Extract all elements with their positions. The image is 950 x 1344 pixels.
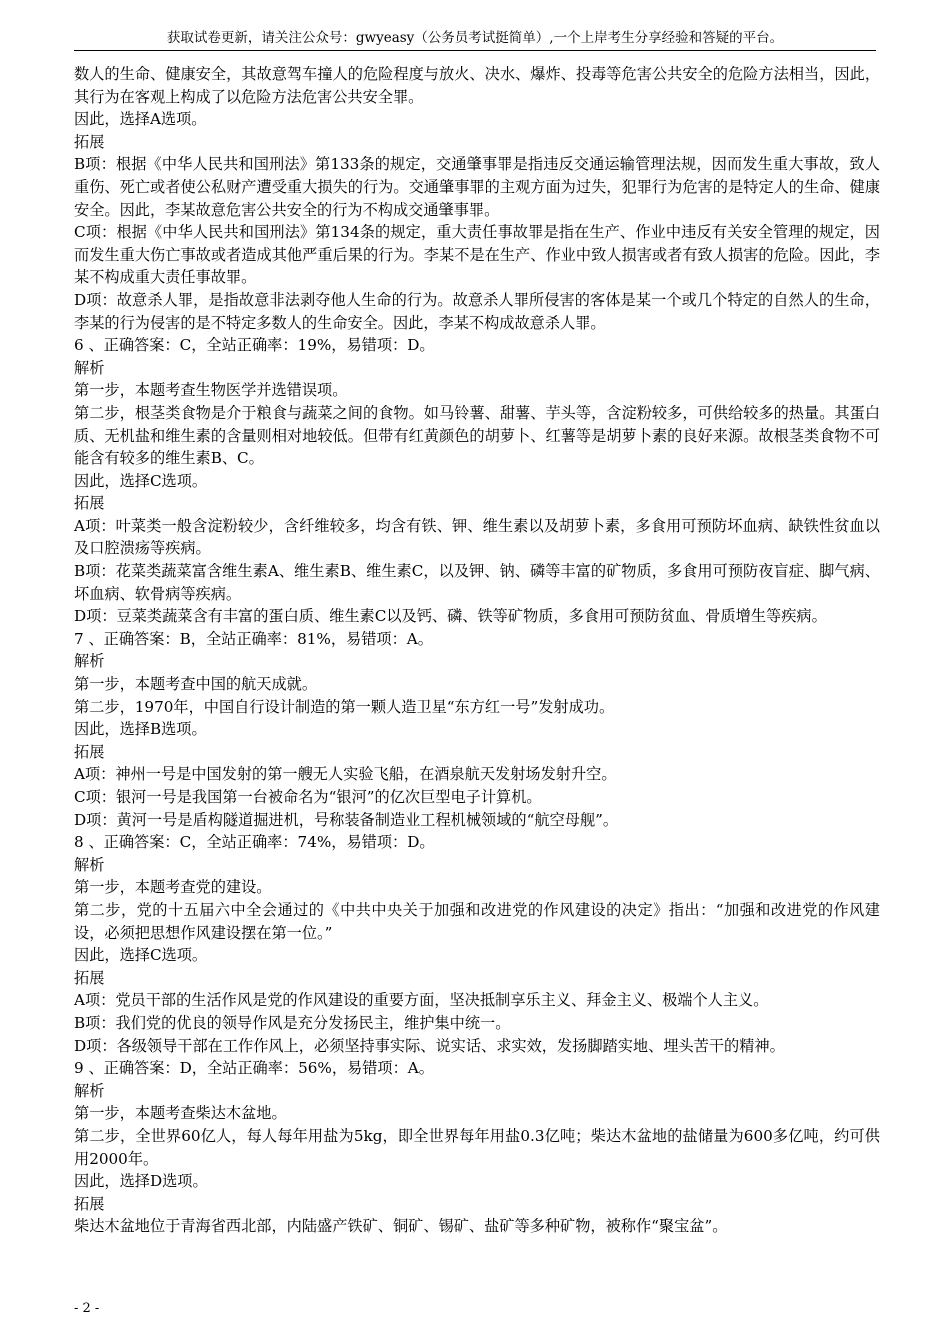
paragraph: 第一步，本题考查柴达木盆地。 bbox=[74, 1104, 287, 1123]
paragraph: 第二步，1970年，中国自行设计制造的第一颗人造卫星“东方红一号”发射成功。 bbox=[74, 697, 615, 716]
section-label-analysis: 解析 bbox=[74, 1081, 105, 1100]
answer-line-q6: 6 、正确答案：C，全站正确率：19%，易错项：D。 bbox=[74, 336, 435, 355]
paragraph: D项：故意杀人罪，是指故意非法剥夺他人生命的行为。故意杀人罪所侵害的客体是某一个或几个特定的自然人的生命，李某的行为侵害的是不特定多数人的生命安全。因此，李某不构成故意杀人罪。 bbox=[74, 290, 880, 332]
answer-explanations bbox=[74, 63, 880, 1238]
answer-line-q7: 7 、正确答案：B，全站正确率：81%，易错项：A。 bbox=[74, 629, 433, 648]
page-header: 获取试卷更新，请关注公众号：gwyeasy（公务员考试挺简单）,一个上岸考生分享经验和答疑的平台。 bbox=[166, 30, 784, 46]
section-label-expand: 拓展 bbox=[74, 742, 105, 761]
paragraph: 第二步，全世界60亿人，每人每年用盐为5kg，即全世界每年用盐0.3亿吨；柴达木盆地的盐储量为600多亿吨，约可供用2000年。 bbox=[74, 1126, 880, 1168]
paragraph: 数人的生命、健康安全，其故意驾车撞人的危险程度与放火、决水、爆炸、投毒等危害公共安全的危险方法相当，因此，其行为在客观上构成了以危险方法危害公共安全罪。 bbox=[74, 65, 880, 106]
paragraph: 第一步，本题考查中国的航天成就。 bbox=[74, 675, 317, 694]
paragraph: 第二步，根茎类食物是介于粮食与蔬菜之间的食物。如马铃薯、甜薯、芋头等，含淀粉较多，可供给较多的热量。其蛋白质、无机盐和维生素的含量则相对地较低。但带有红黄颜色的胡萝卜、红薯等是胡萝卜素的良好来源。故根茎类食物不可能含有较多的维生素B、C。 bbox=[74, 403, 880, 468]
paragraph: 因此，选择C选项。 bbox=[74, 946, 208, 965]
section-label-expand: 拓展 bbox=[74, 968, 105, 987]
section-label-expand: 拓展 bbox=[74, 494, 105, 513]
paragraph: D项：豆菜类蔬菜含有丰富的蛋白质、维生素C以及钙、磷、铁等矿物质，多食用可预防贫血、骨质增生等疾病。 bbox=[74, 607, 827, 626]
section-label-analysis: 解析 bbox=[74, 855, 105, 874]
answer-line-q8: 8 、正确答案：C，全站正确率：74%，易错项：D。 bbox=[74, 833, 435, 852]
section-label-expand: 拓展 bbox=[74, 132, 105, 151]
paragraph: 第二步，党的十五届六中全会通过的《中共中央关于加强和改进党的作风建设的决定》指出：“加强和改进党的作风建设，必须把思想作风建设摆在第一位。” bbox=[74, 900, 880, 942]
paragraph: 柴达木盆地位于青海省西北部，内陆盛产铁矿、铜矿、锡矿、盐矿等多种矿物，被称作“聚宝盆”。 bbox=[74, 1217, 728, 1236]
header-divider bbox=[74, 50, 876, 51]
paragraph: 因此，选择A选项。 bbox=[74, 110, 207, 129]
paragraph: D项：各级领导干部在工作作风上，必须坚持事实际、说实话、求实效，发扬脚踏实地、埋头苦干的精神。 bbox=[74, 1036, 785, 1055]
paragraph: 因此，选择D选项。 bbox=[74, 1172, 208, 1191]
paragraph: D项：黄河一号是盾构隧道掘进机，号称装备制造业工程机械领域的“航空母舰”。 bbox=[74, 810, 619, 829]
answer-line-q9: 9 、正确答案：D，全站正确率：56%，易错项：A。 bbox=[74, 1059, 434, 1078]
paragraph: 因此，选择B选项。 bbox=[74, 720, 207, 739]
paragraph: C项：根据《中华人民共和国刑法》第134条的规定，重大责任事故罪是指在生产、作业中违反有关安全管理的规定，因而发生重大伤亡事故或者造成其他严重后果的行为。李某不是在生产、作业中致人损害或者有致人损害的危险。因此，李某不构成重大责任事故罪。 bbox=[74, 223, 880, 287]
section-label-expand: 拓展 bbox=[74, 1194, 105, 1213]
paragraph: B项：根据《中华人民共和国刑法》第133条的规定，交通肇事罪是指违反交通运输管理法规，因而发生重大事故，致人重伤、死亡或者使公私财产遭受重大损失的行为。交通肇事罪的主观方面为过失，犯罪行为危害的是特定人的生命、健康安全。因此，李某故意危害公共安全的行为不构成交通肇事罪。 bbox=[74, 155, 880, 219]
paragraph: C项：银河一号是我国第一台被命名为“银河”的亿次巨型电子计算机。 bbox=[74, 788, 542, 806]
section-label-analysis: 解析 bbox=[74, 358, 105, 377]
page-number: - 2 - bbox=[74, 1301, 100, 1316]
paragraph: 因此，选择C选项。 bbox=[74, 471, 208, 490]
paragraph: B项：花菜类蔬菜富含维生素A、维生素B、维生素C，以及钾、钠、磷等丰富的矿物质，多食用可预防夜盲症、脚气病、坏血病、软骨病等疾病。 bbox=[74, 562, 880, 603]
paragraph: B项：我们党的优良的领导作风是充分发扬民主，维护集中统一。 bbox=[74, 1013, 511, 1032]
paragraph: 第一步，本题考查生物医学并选错误项。 bbox=[74, 381, 348, 400]
paragraph: 第一步，本题考查党的建设。 bbox=[74, 878, 272, 897]
paragraph: A项：神州一号是中国发射的第一艘无人实验飞船，在酒泉航天发射场发射升空。 bbox=[74, 765, 617, 784]
section-label-analysis: 解析 bbox=[74, 652, 105, 671]
paragraph: A项：党员干部的生活作风是党的作风建设的重要方面，坚决抵制享乐主义、拜金主义、极端个人主义。 bbox=[74, 991, 769, 1010]
paragraph: A项：叶菜类一般含淀粉较少，含纤维较多，均含有铁、钾、维生素以及胡萝卜素，多食用可预防坏血病、缺铁性贫血以及口腔溃疡等疾病。 bbox=[74, 516, 880, 558]
